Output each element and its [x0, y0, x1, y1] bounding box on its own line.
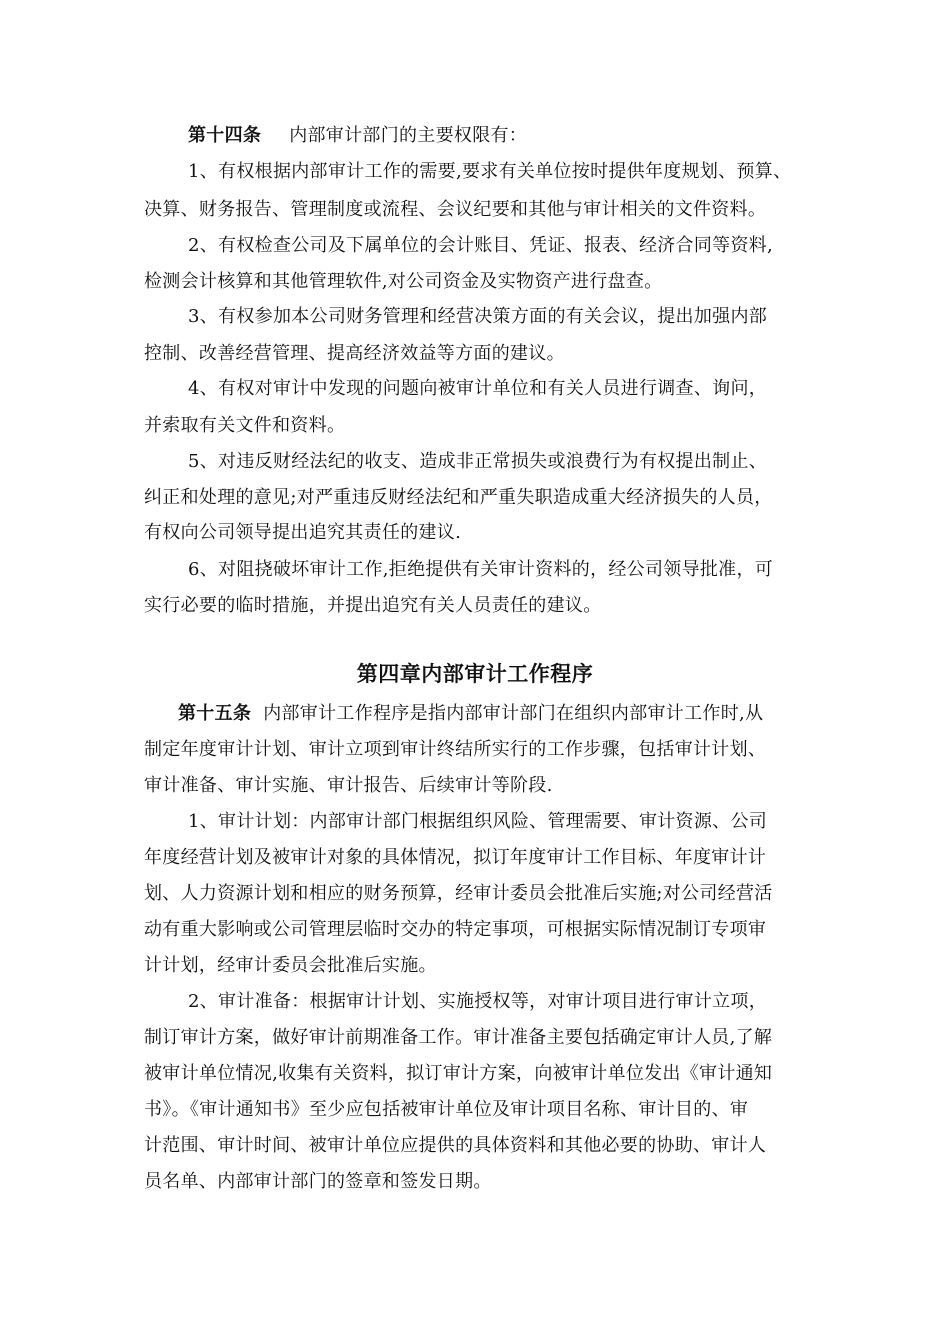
article-15-label: 第十五条: [178, 703, 252, 724]
paragraph-line: 计范围、审计时间、被审计单位应提供的具体资料和其他必要的协助、审计人: [144, 1135, 767, 1156]
paragraph-line: 检测会计核算和其他管理软件,对公司资金及实物资产进行盘查。: [144, 271, 663, 292]
paragraph-line: 决算、财务报告、管理制度或流程、会议纪要和其他与审计相关的文件资料。: [144, 199, 767, 220]
paragraph-line: 并索取有关文件和资料。: [144, 415, 346, 436]
paragraph-line: 1、审计计划：内部审计部门根据组织风险、管理需要、审计资源、公司: [188, 811, 768, 832]
article-15-heading-line: [178, 702, 830, 726]
paragraph-line: 3、有权参加本公司财务管理和经营决策方面的有关会议，提出加强内部: [188, 306, 768, 327]
paragraph-line: 划、人力资源计划和相应的财务预算，经审计委员会批准后实施;对公司经营活: [144, 883, 773, 904]
paragraph-line: 审计准备、审计实施、审计报告、后续审计等阶段.: [144, 775, 553, 796]
paragraph-line: 2、审计准备：根据审计计划、实施授权等，对审计项目进行审计立项，: [188, 991, 768, 1012]
paragraph-line: 2、有权检查公司及下属单位的会计账目、凭证、报表、经济合同等资料,: [188, 235, 774, 256]
paragraph-line: 实行必要的临时措施，并提出追究有关人员责任的建议。: [144, 595, 602, 616]
paragraph-line: 4、有权对审计中发现的问题向被审计单位和有关人员进行调查、询问，: [188, 378, 768, 399]
paragraph-line: 有权向公司领导提出追究其责任的建议.: [144, 522, 462, 543]
paragraph-line: 制定年度审计计划、审计立项到审计终结所实行的工作步骤，包括审计计划、: [144, 739, 767, 760]
paragraph-line: 6、对阻挠破坏审计工作,拒绝提供有关审计资料的，经公司领导批准，可: [188, 559, 774, 580]
paragraph-line: 年度经营计划及被审计对象的具体情况，拟订年度审计工作目标、年度审计计: [144, 847, 767, 868]
article-15-intro: 内部审计工作程序是指内部审计部门在组织内部审计工作时,从: [263, 703, 764, 724]
chapter-title: 第四章内部审计工作程序: [356, 662, 594, 686]
paragraph-line: 纠正和处理的意见;对严重违反财经法纪和严重失职造成重大经济损失的人员，: [144, 487, 773, 508]
paragraph-line: 动有重大影响或公司管理层临时交办的特定事项，可根据实际情况制订专项审: [144, 919, 767, 940]
paragraph-line: 制订审计方案，做好审计前期准备工作。审计准备主要包括确定审计人员,了解: [144, 1027, 773, 1048]
article-14-heading-line: [188, 124, 830, 148]
paragraph-line: 1、有权根据内部审计工作的需要,要求有关单位按时提供年度规划、预算、: [188, 161, 792, 182]
paragraph-line: 5、对违反财经法纪的收支、造成非正常损失或浪费行为有权提出制止、: [188, 451, 768, 472]
paragraph-line: 计计划，经审计委员会批准后实施。: [144, 955, 437, 976]
paragraph-line: 被审计单位情况,收集有关资料，拟订审计方案，向被审计单位发出《审计通知: [144, 1063, 773, 1084]
article-14-intro: 内部审计部门的主要权限有：: [289, 125, 528, 146]
paragraph-line: 员名单、内部审计部门的签章和签发日期。: [144, 1171, 492, 1192]
article-14-label: 第十四条: [188, 125, 262, 146]
paragraph-line: 控制、改善经营管理、提高经济效益等方面的建议。: [144, 343, 565, 364]
paragraph-line: 书》。《审计通知书》至少应包括被审计单位及审计项目名称、审计目的、审: [144, 1099, 749, 1120]
